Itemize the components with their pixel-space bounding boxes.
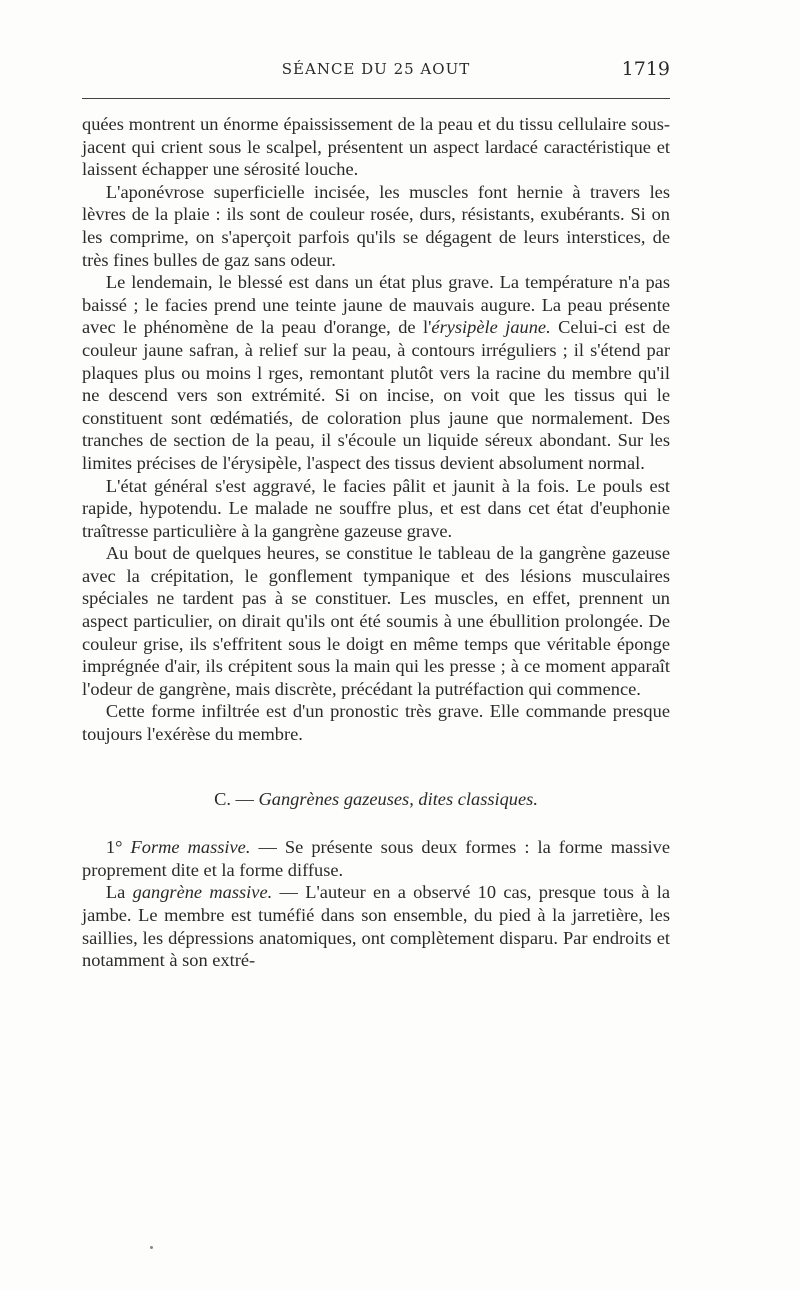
paragraph-text: La (105, 882, 133, 903)
paragraph-text: Celui-ci est de couleur jaune safran, à relief sur la peau, à contours irréguliers ; il s'étend par plaques plus ou moins l rges, remontant plutôt vers la racine du membre qu'il ne descend vers son extrémité. Si on incise, on voit que les tissus qui le constituent sont œdématiés, de coloration plus jaune que normalement. Des tranches de section de la peau, il s'écoule un liquide séreux abondant. Sur les limites précises de l'érysipèle, l'aspect des tissus devient absolument normal. (82, 317, 670, 473)
paragraph (82, 836, 670, 881)
paragraph (82, 271, 670, 474)
paragraph-text: — L'auteur en a observé 10 cas, presque tous à la jambe. Le membre est tuméfié dans son ensemble, du pied à la jarretière, les saillies, les dépressions anatomiques, ont complètement disparu. Par endroits et notamment à son extré- (82, 882, 670, 971)
italic-term: Forme massive. (130, 837, 251, 858)
paragraph (82, 881, 670, 971)
running-header (82, 60, 670, 84)
paragraph: L'aponévrose superficielle incisée, les muscles font hernie à travers les lèvres de la plaie : ils sont de couleur rosée, durs, résistants, exubérants. Si on les comprime, on s'aperçoit parfois qu'ils se dégagent de leurs interstices, de très fines bulles de gaz sans odeur. (82, 181, 670, 270)
list-label: 1° (105, 837, 131, 858)
header-title: SÉANCE DU 25 AOUT (281, 60, 471, 78)
paragraph: Cette forme infiltrée est d'un pronostic très grave. Elle commande presque toujours l'exérèse du membre. (82, 701, 670, 745)
paragraph-text: Le lendemain, le blessé est dans un état plus grave. La température n'a pas baissé ; le facies prend une teinte jaune de mauvais augure. La peau présente avec le phénomène de la peau d'orange, de l' (82, 272, 670, 338)
italic-term: érysipèle jaune. (431, 317, 551, 338)
paragraph: Au bout de quelques heures, se constitue le tableau de la gangrène gazeuse avec la crépitation, le gonflement tympanique et des lésions musculaires spéciales ne tardent pas à se constituer. Les muscles, en effet, prennent un aspect particulier, on dirait qu'ils ont été soumis à une ébullition prolongée. De couleur grise, ils s'effritent sous le doigt en même temps que véritable éponge imprégnée d'air, ils crépitent sous la main qui les presse ; à ce moment apparaît l'odeur de gangrène, mais discrète, précédant la putréfaction qui commence. (82, 543, 670, 699)
paragraph: L'état général s'est aggravé, le facies pâlit et jaunit à la fois. Le pouls est rapide, hypotendu. Le malade ne souffre plus, et est dans cet état d'euphonie traîtresse particulière à la gangrène gazeuse grave. (82, 475, 670, 541)
body-text (82, 113, 670, 972)
header-rule (82, 98, 670, 99)
italic-term: gangrène massive. (132, 882, 273, 903)
section-prefix: C. — (214, 788, 259, 809)
paragraph-continued: quées montrent un énorme épaississement de la peau et du tissu cellulaire sous-jacent qui crient sous le scalpel, présentent un aspect lardacé caractéristique et laissent échapper une sérosité louche. (82, 114, 670, 180)
section-heading (82, 788, 670, 811)
section-title: Gangrènes gazeuses, dites classiques. (258, 788, 538, 809)
page-number: 1719 (621, 58, 670, 80)
paragraph-text: — Se présente sous deux formes : la forme massive proprement dite et la forme diffuse. (82, 837, 671, 880)
paper-speck (150, 1246, 153, 1249)
